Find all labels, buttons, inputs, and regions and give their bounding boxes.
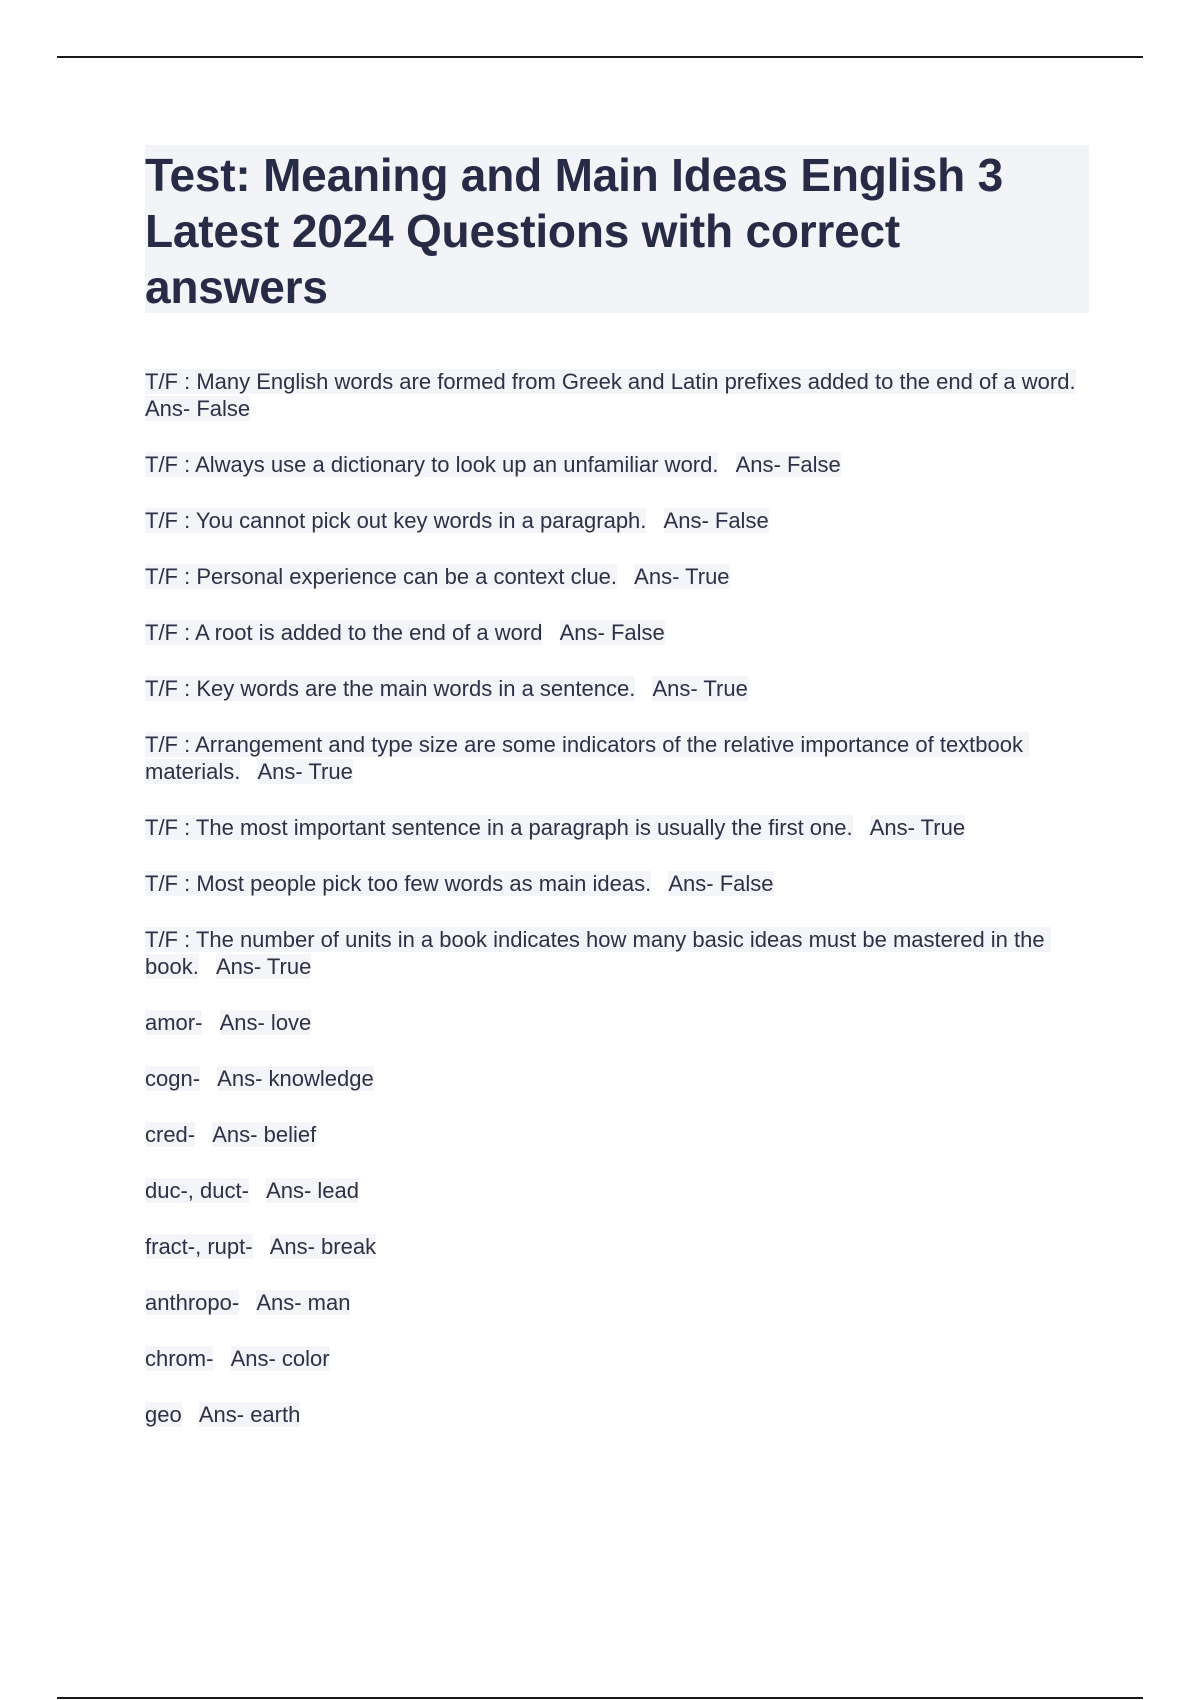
- item-spacer: [145, 702, 1095, 731]
- answer-text: Ans- True: [634, 564, 730, 589]
- qa-item: [145, 451, 1095, 478]
- qa-item: [145, 507, 1095, 534]
- question-text: anthropo-: [145, 1290, 240, 1315]
- qa-item: [145, 1289, 1095, 1316]
- document-title: Test: Meaning and Main Ideas English 3 Latest 2024 Questions with correct answers: [145, 149, 1004, 313]
- answer-text: Ans- True: [869, 815, 966, 840]
- item-spacer: [145, 534, 1095, 563]
- qa-item: [145, 1065, 1095, 1092]
- item-spacer: [145, 590, 1095, 619]
- title-block: [145, 145, 1089, 313]
- qa-list: [145, 368, 1095, 1428]
- question-text: T/F : Personal experience can be a context clue.: [145, 564, 618, 589]
- question-text: T/F : Key words are the main words in a sentence.: [145, 676, 636, 701]
- answer-text: Ans- True: [652, 676, 748, 701]
- top-rule: [57, 56, 1143, 58]
- answer-text: Ans- color: [230, 1346, 330, 1371]
- question-text: cogn-: [145, 1066, 201, 1091]
- answer-text: Ans- belief: [212, 1122, 317, 1147]
- qa-item: [145, 1345, 1095, 1372]
- question-text: T/F : Most people pick too few words as main ideas.: [145, 871, 652, 896]
- item-spacer: [145, 841, 1095, 870]
- qa-item: [145, 870, 1095, 897]
- question-text: T/F : The most important sentence in a paragraph is usually the first one.: [145, 815, 853, 840]
- answer-text: Ans- True: [257, 759, 353, 784]
- answer-text: Ans- False: [559, 620, 665, 645]
- question-text: T/F : Arrangement and type size are some indicators of the relative importance of textbook materials.: [145, 732, 1030, 784]
- answer-text: Ans- knowledge: [217, 1066, 374, 1091]
- item-spacer: [145, 1036, 1095, 1065]
- question-text: duc-, duct-: [145, 1178, 249, 1203]
- question-text: T/F : A root is added to the end of a word: [145, 620, 543, 645]
- answer-text: Ans- False: [663, 508, 769, 533]
- qa-item: [145, 731, 1095, 785]
- item-spacer: [145, 1148, 1095, 1177]
- qa-item: [145, 1121, 1095, 1148]
- answer-text: Ans- False: [145, 396, 251, 421]
- question-text: chrom-: [145, 1346, 214, 1371]
- question-text: T/F : Many English words are formed from Greek and Latin prefixes added to the end of a word.: [145, 369, 1076, 394]
- item-spacer: [145, 422, 1095, 451]
- question-text: cred-: [145, 1122, 196, 1147]
- answer-text: Ans- man: [256, 1290, 351, 1315]
- item-spacer: [145, 980, 1095, 1009]
- qa-item: [145, 1009, 1095, 1036]
- answer-text: Ans- False: [735, 452, 841, 477]
- item-spacer: [145, 1204, 1095, 1233]
- answer-text: Ans- earth: [198, 1402, 301, 1427]
- qa-item: [145, 1233, 1095, 1260]
- item-spacer: [145, 1260, 1095, 1289]
- answer-text: Ans- False: [668, 871, 774, 896]
- qa-item: [145, 1177, 1095, 1204]
- qa-item: [145, 619, 1095, 646]
- item-spacer: [145, 646, 1095, 675]
- question-text: T/F : The number of units in a book indicates how many basic ideas must be mastered in the book.: [145, 927, 1051, 979]
- item-spacer: [145, 1316, 1095, 1345]
- qa-item: [145, 563, 1095, 590]
- question-text: T/F : You cannot pick out key words in a paragraph.: [145, 508, 647, 533]
- bottom-rule: [57, 1697, 1143, 1699]
- item-spacer: [145, 478, 1095, 507]
- item-spacer: [145, 785, 1095, 814]
- qa-item: [145, 368, 1095, 422]
- question-text: T/F : Always use a dictionary to look up an unfamiliar word.: [145, 452, 719, 477]
- qa-item: [145, 1401, 1095, 1428]
- answer-text: Ans- lead: [266, 1178, 360, 1203]
- answer-text: Ans- love: [219, 1010, 312, 1035]
- qa-item: [145, 675, 1095, 702]
- answer-text: Ans- True: [215, 954, 312, 979]
- question-text: geo: [145, 1402, 182, 1427]
- item-spacer: [145, 897, 1095, 926]
- question-text: fract-, rupt-: [145, 1234, 253, 1259]
- item-spacer: [145, 1092, 1095, 1121]
- qa-item: [145, 814, 1095, 841]
- qa-item: [145, 926, 1095, 980]
- question-text: amor-: [145, 1010, 203, 1035]
- item-spacer: [145, 1372, 1095, 1401]
- answer-text: Ans- break: [269, 1234, 377, 1259]
